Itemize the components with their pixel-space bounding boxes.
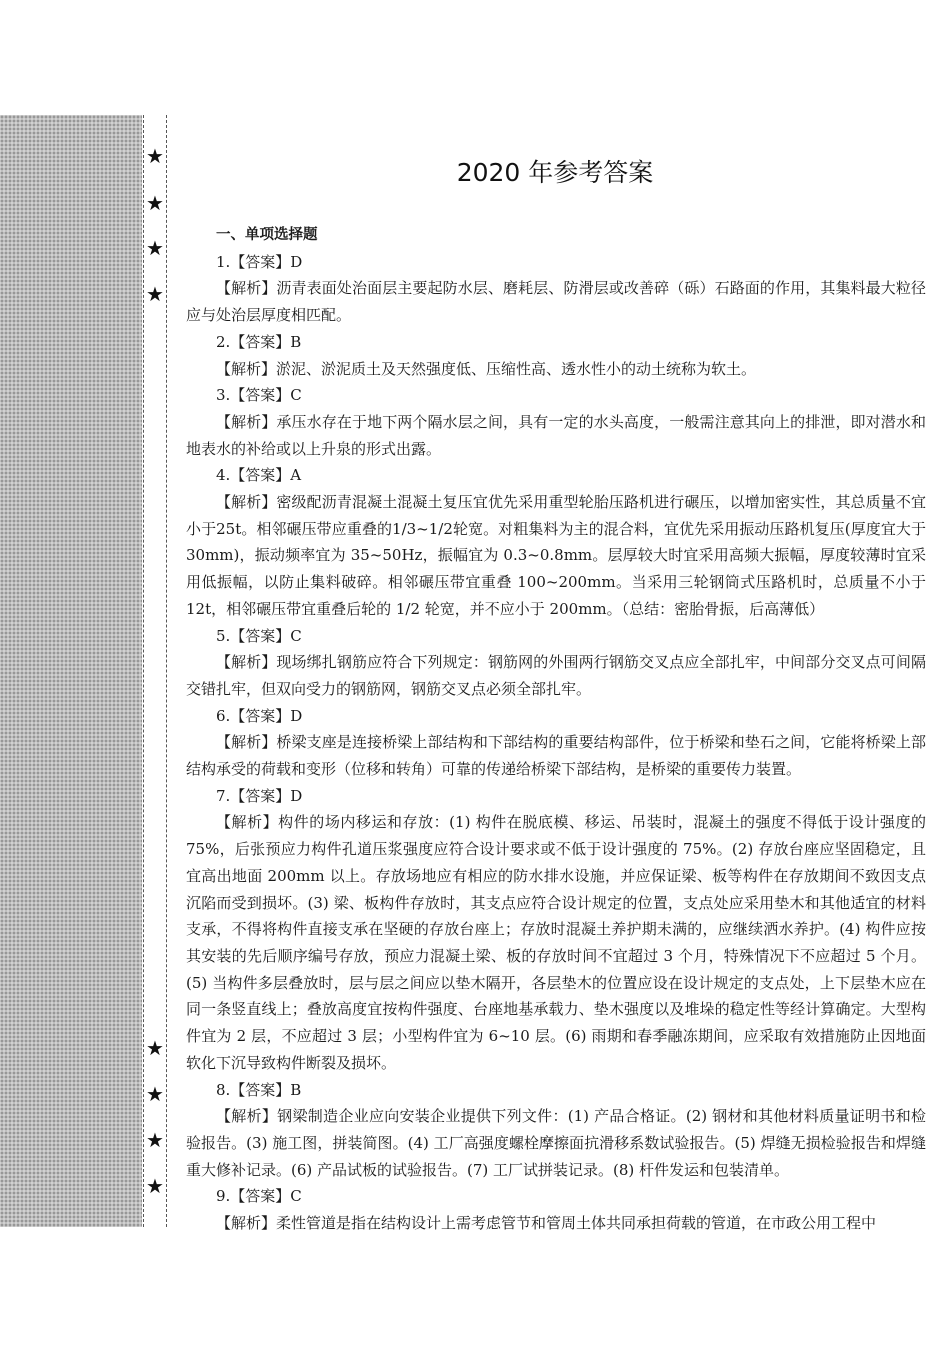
cut-line-left — [143, 115, 144, 1227]
cut-line-right — [166, 115, 167, 1227]
explanation-paragraph: 【解析】密级配沥青混凝土混凝土复压宜优先采用重型轮胎压路机进行碾压，以增加密实性，其总质量不宜小于25t。相邻碾压带应重叠的1/3~1/2轮宽。对粗集料为主的混合料，宜优先采用振动压路机复压(厚度宜大于 30mm)，振动频率宜为 35~50Hz，振幅宜为 0.3~0.8mm。层厚较大时宜采用高频大振幅，厚度较薄时宜采用低振幅，以防止集料破碎。相邻碾压带宜重叠 100~200mm。当采用三轮钢筒式压路机时，总质量不小于 12t，相邻碾压带宜重叠后轮的 1/2 轮宽，并不应小于 200mm。（总结：密胎骨振，后高薄低） — [186, 493, 926, 618]
star-icon: ★ — [146, 1128, 164, 1152]
star-icon: ★ — [146, 282, 164, 306]
explanation-paragraph: 【解析】沥青表面处治面层主要起防水层、磨耗层、防滑层或改善碎（砾）石路面的作用，其集料最大粒径应与处治层厚度相匹配。 — [186, 279, 926, 325]
star-icon: ★ — [146, 1082, 164, 1106]
answer-line: 2.【答案】B — [216, 332, 302, 351]
answer-line: 6.【答案】D — [216, 706, 303, 725]
section-heading: 一、单项选择题 — [216, 227, 318, 243]
star-icon: ★ — [146, 144, 164, 168]
answer-line: 5.【答案】C — [216, 626, 302, 645]
star-icon: ★ — [146, 191, 164, 215]
explanation-paragraph: 【解析】承压水存在于地下两个隔水层之间，具有一定的水头高度，一般需注意其向上的排泄，即对潜水和地表水的补给或以上升泉的形式出露。 — [186, 412, 926, 458]
star-icon: ★ — [146, 236, 164, 260]
page-title: 2020 年参考答案 — [456, 158, 654, 187]
explanation-paragraph: 【解析】现场绑扎钢筋应符合下列规定：钢筋网的外围两行钢筋交叉点应全部扎牢，中间部分交叉点可间隔交错扎牢，但双向受力的钢筋网，钢筋交叉点必须全部扎牢。 — [186, 653, 926, 698]
answer-line: 4.【答案】A — [216, 466, 302, 485]
answer-line: 9.【答案】C — [216, 1187, 302, 1206]
answer-line: 8.【答案】B — [216, 1080, 302, 1099]
answer-content — [186, 222, 926, 1237]
binding-margin-strip — [0, 115, 142, 1227]
answer-line: 7.【答案】D — [216, 786, 303, 805]
explanation-paragraph: 【解析】淤泥、淤泥质土及天然强度低、压缩性高、透水性小的动土统称为软土。 — [216, 359, 757, 378]
explanation-paragraph: 【解析】钢梁制造企业应向安装企业提供下列文件：(1) 产品合格证。(2) 钢材和其他材料质量证明书和检验报告。(3) 施工图，拼装简图。(4) 工厂高强度螺栓摩擦面抗滑移系数试验报告。(5) 焊缝无损检验报告和焊缝重大修补记录。(6) 产品试板的试验报告。(7) 工厂试拼装记录。(8) 杆件发运和包装清单。 — [186, 1107, 926, 1179]
explanation-paragraph: 【解析】构件的场内移运和存放：(1) 构件在脱底模、移运、吊装时，混凝土的强度不得低于设计强度的 75%，后张预应力构件孔道压浆强度应符合设计要求或不低于设计强度的 75%。(2) 存放台座应坚固稳定，且宜高出地面 200mm 以上。存放场地应有相应的防水排水设施，并应保证梁、板等构件在存放期间不致因支点沉陷而受到损坏。(3) 梁、板构件存放时，其支点应符合设计规定的位置，支点处应采用垫木和其他适宜的材料支承，不得将构件直接支承在坚硬的存放台座上；存放时混凝土养护期未满的，应继续洒水养护。(4) 构件应按其安装的先后顺序编号存放，预应力混凝土梁、板的存放时间不宜超过 3 个月，特殊情况下不应超过 5 个月。(5) 当构件多层叠放时，层与层之间应以垫木隔开，各层垫木的位置应设在设计规定的支点处，上下层垫木应在同一条竖直线上；叠放高度宜按构件强度、台座地基承载力、垫木强度以及堆垛的稳定性等经计算确定。大型构件宜为 2 层，不应超过 3 层；小型构件宜为 6~10 层。(6) 雨期和春季融冻期间，应采取有效措施防止因地面软化下沉导致构件断裂及损坏。 — [186, 813, 926, 1072]
answer-line: 1.【答案】D — [216, 252, 303, 271]
star-icon: ★ — [146, 1174, 164, 1198]
star-icon: ★ — [146, 1036, 164, 1060]
answer-line: 3.【答案】C — [216, 386, 302, 405]
explanation-paragraph: 【解析】桥梁支座是连接桥梁上部结构和下部结构的重要结构部件，位于桥梁和垫石之间，它能将桥梁上部结构承受的荷载和变形（位移和转角）可靠的传递给桥梁下部结构，是桥梁的重要传力装置。 — [186, 733, 926, 779]
explanation-paragraph: 【解析】柔性管道是指在结构设计上需考虑管节和管周土体共同承担荷载的管道，在市政公用工程中 — [216, 1214, 877, 1233]
